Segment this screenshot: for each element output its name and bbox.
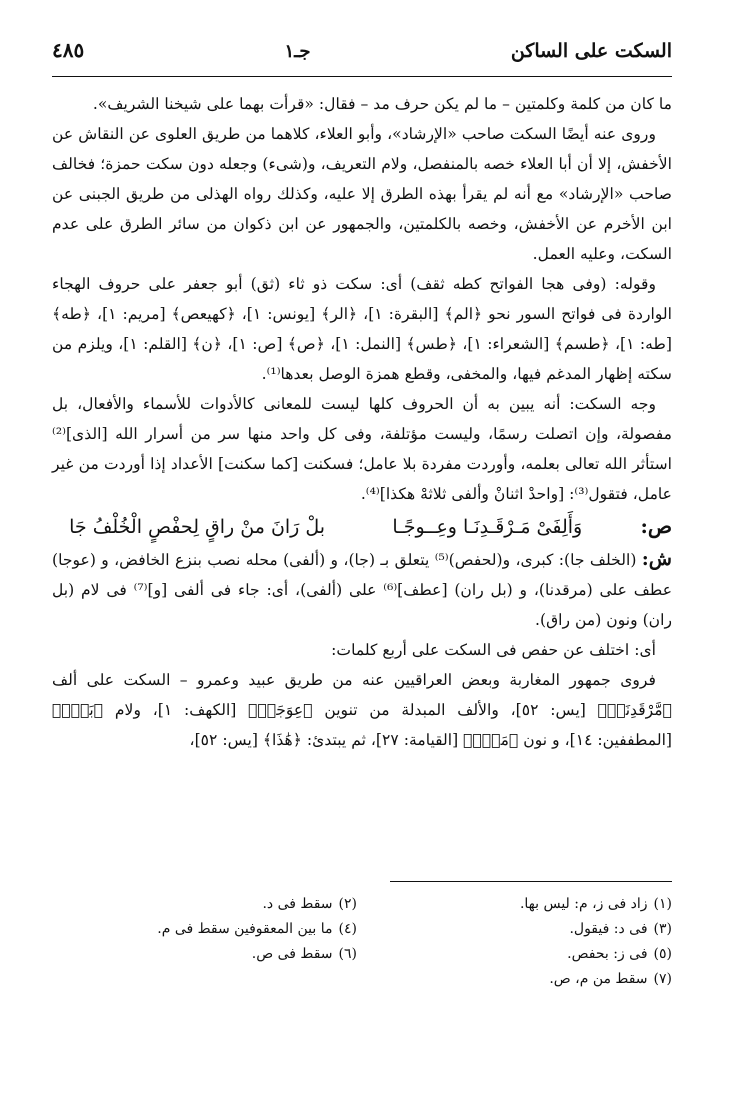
footnote: (٧)سقط من م، ص. (549, 971, 672, 987)
footnote-separator (390, 881, 672, 882)
page-body (52, 89, 672, 755)
commentary-text: (الخلف جا): كبرى، و(لحفص)⁽⁵⁾ يتعلق بـ (جا)، و (ألفى) محله نصب بنزع الخافض، و (عوجا) عطف على (مرقدنا)، و (بل ران) [عطف]⁽⁶⁾ على (ألفى)، أى: جاء فى ألفى [و]⁽⁷⁾ فى لام (بل ران) ونون (من راق). (52, 551, 672, 629)
volume-label: جـ١ (284, 41, 311, 62)
footnote: (٢)سقط فى د. (262, 896, 357, 912)
paragraph: ما كان من كلمة وكلمتين – ما لم يكن حرف مد – فقال: «قرأت بهما على شيخنا الشريف». (92, 95, 672, 113)
book-page (52, 38, 672, 1078)
page-number: ٤٨٥ (52, 38, 85, 62)
footnotes (52, 892, 672, 992)
commentary-tag: ش: (641, 548, 672, 570)
verse-hemistich-first: وَأَلِفَىْ مَـرْقَـدِنَـا وعِــوجًـا (392, 516, 583, 538)
paragraph: وجه السكت: أنه يبين به أن الحروف كلها ليست للمعانى كالأدوات للأسماء والأفعال، بل مفصولة، وإن اتصلت رسمًا، وليست مؤتلفة، وفى كل واحد منها سر من أسرار الله [الذى]⁽²⁾ استأثر الله تعالى بعلمه، وأوردت مفردة بلا عامل؛ فسكنت [كما سكنت] الأعداد إذا أوردت من غير عامل، فتقول⁽³⁾: [واحدْ اثنانْ وألفى ثلاثهْ هكذا]⁽⁴⁾. (52, 395, 672, 503)
running-title: السكت على الساكن (510, 40, 672, 62)
footnote: (٤)ما بين المعقوفين سقط فى م. (157, 921, 357, 937)
commentary (52, 544, 672, 635)
verse-tag: ص: (640, 514, 672, 538)
paragraph: أى: اختلف عن حفص فى السكت على أربع كلمات: (331, 641, 656, 659)
paragraph: فروى جمهور المغاربة وبعض العراقيين عنه من طريق عبيد وعمرو – السكت على ألف ﴿مَّرْقَدِنَاۜ﴾ [يس: ٥٢]، والألف المبدلة من تنوين ﴿عِوَجَاۜ﴾ [الكهف: ١]، ولام ﴿بَلْۜ﴾ [المطففين: ١٤]، و نون ﴿مَنْۜ﴾ [القيامة: ٢٧]، ثم يبتدئ: ﴿هَٰذَا﴾ [يس: ٥٢]، (52, 671, 672, 749)
footnote: (٥)فى ز: بحفص. (567, 946, 672, 962)
paragraph: وروى عنه أيضًا السكت صاحب «الإرشاد»، وأبو العلاء، كلاهما من طريق العلوى عن النقاش عن الأخفش، إلا أن أبا العلاء خصه بالمنفصل، ولام التعريف، و(شىء) وجعله دون سكت حمزة؛ فخالف صاحب «الإرشاد» مع أنه لم يقرأ بهذه الطرق إلا عليه، وكذلك رواه الهذلى من طريق الجبنى عن ابن الأخرم عن الأخفش، وخصه بالكلمتين، والجمهور عن ابن ذكوان من سائر الطرق على عدم السكت، وعليه العمل. (52, 125, 672, 263)
page-header (52, 38, 672, 77)
footnote: (٣)فى د: فيقول. (569, 921, 672, 937)
footnote: (١)زاد فى ز، م: ليس بها. (519, 896, 672, 912)
poem-verse (52, 509, 672, 544)
verse-hemistich-second: بلْ رَانَ منْ راقٍ لِحفْصٍ الْخُلْفُ جَا (69, 516, 326, 538)
paragraph: وقوله: (وفى هجا الفواتح كطه ثقف) أى: سكت ذو ثاء (ثق) أبو جعفر على حروف الهجاء الواردة فى فواتح السور نحو ﴿الم﴾ [البقرة: ١]، ﴿الر﴾ [يونس: ١]، ﴿كهيعص﴾ [مريم: ١]، ﴿طه﴾ [طه: ١]، ﴿طسم﴾ [الشعراء: ١]، ﴿طس﴾ [النمل: ١]، ﴿ص﴾ [ص: ١]، ﴿ن﴾ [القلم: ١]، ويلزم من سكته إظهار المدغم فيها، والمخفى، وقطع همزة الوصل بعدها⁽¹⁾. (52, 275, 672, 383)
footnote: (٦)سقط فى ص. (251, 946, 357, 962)
